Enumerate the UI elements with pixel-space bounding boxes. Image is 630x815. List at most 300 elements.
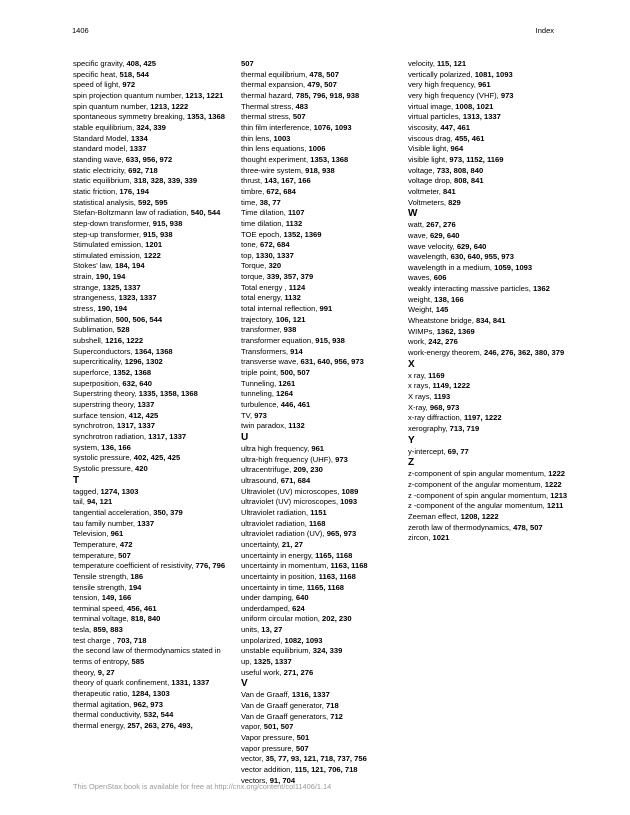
page-references[interactable]: 408, 425 (126, 59, 157, 68)
index-entry (241, 754, 401, 765)
page-references[interactable]: 115, 121 (436, 59, 467, 68)
index-entry (241, 508, 401, 519)
page-references[interactable]: 1169 (428, 370, 445, 380)
index-term: Ultraviolet (UV) microscopes, (241, 486, 342, 496)
index-term: stable equilibrium, (73, 122, 137, 132)
page-references[interactable]: 1323, 1337 (118, 293, 157, 303)
page-references[interactable]: 1163, 1168 (318, 571, 356, 581)
index-entry (241, 455, 401, 466)
index-entry (73, 540, 233, 551)
page-references[interactable]: 1165, 1168 (306, 582, 345, 592)
index-term: Weight, (408, 305, 436, 315)
page-references[interactable]: 1353, 1368 (310, 154, 349, 164)
page-references[interactable]: 1261 (278, 378, 296, 388)
page-references[interactable]: 1107 (288, 208, 305, 218)
index-entry (241, 744, 401, 755)
index-term: transverse wave, (241, 357, 301, 367)
page-references[interactable]: 585 (131, 657, 145, 667)
page-references[interactable]: 1274, 1303 (100, 486, 139, 496)
page-references[interactable]: 1337 (137, 400, 155, 409)
index-term: Transformers, (241, 346, 291, 356)
page-references[interactable]: 915, 938 (143, 229, 173, 239)
page-references[interactable]: 631, 640, 956, 973 (300, 357, 364, 367)
index-term: supercriticality, (73, 357, 125, 367)
page-references[interactable]: 507 (292, 112, 306, 122)
page-references[interactable]: 1165, 1168 (315, 550, 353, 560)
page-references[interactable]: 703, 718 (116, 635, 147, 645)
page-references[interactable]: 962, 973 (133, 699, 163, 709)
index-term: very high frequency, (408, 80, 478, 90)
page-references[interactable]: 209, 230 (293, 465, 323, 475)
page-references[interactable]: 271, 276 (283, 667, 314, 677)
page-references[interactable]: 1197, 1222 (464, 413, 502, 423)
index-entry (241, 540, 401, 551)
page-references[interactable]: 1021 (432, 533, 450, 543)
index-entry (241, 701, 401, 712)
page-references[interactable]: 671, 684 (280, 475, 311, 485)
index-entry (73, 487, 233, 498)
index-entry (73, 411, 233, 422)
page-references[interactable]: 1201 (145, 240, 163, 250)
page-references[interactable]: 402, 425, 425 (133, 453, 181, 463)
index-term: wavelength, (408, 252, 451, 262)
index-letter-heading: Z (408, 457, 415, 469)
page-references[interactable]: 1093 (340, 497, 358, 507)
index-term: up, (241, 657, 254, 667)
page-references[interactable]: 190, 194 (97, 304, 128, 314)
page-references[interactable]: 1325, 1337 (102, 282, 141, 292)
page-references[interactable]: 718 (326, 701, 339, 711)
page-references[interactable]: 1081, 1093 (474, 69, 513, 79)
index-entry (408, 252, 568, 263)
index-entry (73, 721, 233, 732)
page-references[interactable]: 21, 27 (281, 539, 303, 549)
page-references[interactable]: 1334 (130, 133, 148, 143)
index-entry (241, 583, 401, 594)
index-entry (408, 392, 568, 403)
index-term: ultraviolet radiation (UV), (241, 529, 327, 539)
index-term: Stefan-Boltzmann law of radiation, (73, 208, 191, 218)
index-term: synchrotron, (73, 421, 117, 431)
page-references[interactable]: 176, 194 (119, 186, 149, 196)
page-references[interactable]: 629, 640 (456, 241, 487, 251)
page-references[interactable]: 456, 461 (127, 603, 157, 613)
page-references[interactable]: 1163, 1168 (330, 561, 368, 571)
page-references[interactable]: 692, 718 (128, 165, 158, 175)
index-entry (73, 123, 233, 134)
page-references[interactable]: 479, 507 (307, 80, 337, 90)
index-term: virtual image, (408, 101, 456, 111)
page-references[interactable]: 1331, 1337 (171, 678, 210, 688)
page-references[interactable]: 1151 (310, 507, 327, 517)
page-references[interactable]: 106, 121 (275, 314, 306, 324)
index-term: thin lens equations, (241, 144, 309, 154)
page-references[interactable]: 1208, 1222 (460, 511, 499, 521)
page-references[interactable]: 1296, 1302 (124, 357, 163, 367)
page-references[interactable]: 1193 (433, 392, 451, 402)
page-references[interactable]: 973 (335, 454, 348, 464)
page-references[interactable]: 834, 841 (475, 316, 506, 326)
page-references[interactable]: 190, 194 (95, 272, 126, 282)
page-references[interactable]: 420 (135, 463, 148, 473)
page-references[interactable]: 501, 507 (263, 722, 294, 732)
page-references[interactable]: 961 (110, 529, 124, 539)
index-entry (408, 166, 568, 177)
page-references[interactable]: 1364, 1368 (134, 346, 173, 356)
page-references[interactable]: 507 (118, 550, 131, 560)
index-entry (408, 316, 568, 327)
index-entry (73, 198, 233, 209)
index-term: voltage, (408, 165, 437, 175)
page-references[interactable]: 918, 938 (305, 165, 335, 175)
index-term: strangeness, (73, 293, 119, 303)
index-entry (241, 476, 401, 487)
index-term: z -component of spin angular momentum, (408, 490, 551, 500)
index-term: wavelength in a medium, (408, 262, 495, 272)
page-references[interactable]: 592, 595 (138, 197, 168, 207)
page-references[interactable]: 500, 506, 544 (115, 314, 163, 324)
page-references[interactable]: 478, 507 (513, 522, 543, 532)
page-references[interactable]: 938 (283, 325, 297, 335)
index-term: tesla, (73, 625, 94, 635)
index-term: specific heat, (73, 69, 120, 79)
index-term: tangential acceleration, (73, 507, 154, 517)
index-entry (73, 389, 233, 400)
page-references[interactable]: 138, 166 (434, 294, 464, 304)
index-entry (73, 283, 233, 294)
page-references[interactable]: 324, 339 (312, 646, 343, 656)
index-entry (408, 491, 568, 502)
page-references[interactable]: 713, 719 (449, 424, 480, 433)
page-references[interactable]: 1006 (308, 144, 326, 154)
page-references[interactable]: 640 (295, 593, 309, 603)
page-references[interactable]: 1337 (129, 144, 147, 154)
page-references[interactable]: 91, 704 (269, 775, 296, 785)
index-entry (408, 263, 568, 274)
page-references[interactable]: 1352, 1369 (283, 229, 322, 239)
page-references[interactable]: 145 (435, 305, 449, 315)
page-references[interactable]: 633, 956, 972 (125, 154, 173, 164)
index-entry (408, 469, 568, 480)
index-term: uncertainty in time, (241, 582, 307, 592)
page-references[interactable]: 961 (477, 80, 491, 90)
page-references[interactable]: 350, 379 (153, 507, 183, 517)
page-references[interactable]: 1082, 1093 (284, 635, 323, 645)
page-references[interactable]: 1124 (288, 282, 306, 292)
page-references[interactable]: 630, 640, 955, 973 (450, 252, 514, 262)
page-references[interactable]: 1132 (285, 218, 303, 228)
page-references[interactable]: 776, 796 (195, 561, 226, 571)
page-references[interactable]: 412, 425 (128, 410, 159, 420)
index-term: Thermal stress, (241, 101, 296, 111)
index-entry (408, 59, 568, 70)
index-entry (73, 604, 233, 615)
index-entry (73, 208, 233, 219)
index-entry (241, 219, 401, 230)
page-references[interactable]: 1132 (284, 293, 301, 303)
index-term: tau family number, (73, 518, 138, 528)
page-references[interactable]: 1149, 1222 (432, 381, 471, 391)
index-term: therapeutic ratio, (73, 689, 132, 699)
index-entry (241, 765, 401, 776)
page-references[interactable]: 1168 (308, 518, 326, 528)
page-references[interactable]: 1362 (532, 284, 550, 294)
page-references[interactable]: 915, 938 (152, 218, 183, 228)
index-term: strain, (73, 272, 96, 282)
page-references[interactable]: 1362, 1369 (436, 326, 475, 336)
index-term: viscous drag, (408, 133, 455, 143)
page-references[interactable]: 324, 339 (136, 122, 166, 132)
index-term: unstable equilibrium, (241, 646, 313, 656)
page-references[interactable]: 447, 461 (440, 122, 470, 132)
index-entry (73, 464, 233, 475)
page-references[interactable]: 507 (295, 743, 309, 753)
page-references[interactable]: 1076, 1093 (313, 122, 352, 132)
index-entry (241, 347, 401, 358)
index-term: Time dilation, (241, 208, 288, 218)
index-term: wave, (408, 230, 430, 240)
page-references[interactable]: 1330, 1337 (255, 250, 294, 260)
index-term: Tensile strength, (73, 571, 131, 581)
index-entry (73, 368, 233, 379)
page-references[interactable]: 629, 640 (429, 230, 460, 240)
page-references[interactable]: 267, 276 (426, 220, 456, 230)
page-references[interactable]: 446, 461 (280, 400, 311, 409)
page-references[interactable]: 1216, 1222 (105, 336, 144, 346)
page-references[interactable]: 624 (292, 603, 305, 613)
index-term: temperature coefficient of resistivity, (73, 561, 196, 571)
index-term: ultraviolet (UV) microscopes, (241, 497, 341, 507)
index-term: standard model, (73, 144, 130, 154)
index-term: thermal equilibrium, (241, 69, 310, 79)
index-term: theory, (73, 667, 98, 677)
page-references[interactable]: 1213, 1221 (185, 90, 224, 100)
index-entry (408, 70, 568, 81)
index-entry (241, 293, 401, 304)
index-term: the second law of thermodynamics stated in terms of entropy, (73, 646, 221, 667)
index-term: Vapor pressure, (241, 733, 297, 743)
index-entry (408, 80, 568, 91)
page-references[interactable]: 528 (116, 325, 130, 335)
page-references[interactable]: 733, 808, 840 (436, 165, 484, 175)
page-references[interactable]: 38, 77 (259, 197, 281, 207)
page-references[interactable]: 972 (122, 80, 136, 90)
index-term: spin projection quantum number, (73, 90, 186, 100)
page-references[interactable]: 961 (311, 443, 325, 453)
page-references[interactable]: 257, 263, 276, 493, (127, 721, 193, 731)
index-term: three-wire system, (241, 165, 306, 175)
page-references[interactable]: 455, 461 (454, 133, 485, 143)
page-references[interactable]: 532, 544 (143, 710, 174, 720)
page-references[interactable]: 968, 973 (429, 402, 460, 412)
index-entry (241, 411, 401, 422)
index-term: Sublimation, (73, 325, 117, 335)
index-entry (241, 91, 401, 102)
index-entry (73, 144, 233, 155)
index-term: static friction, (73, 186, 120, 196)
page-references[interactable]: 973 (500, 90, 514, 100)
page-references[interactable]: 339, 357, 379 (266, 272, 314, 282)
page-references[interactable]: 1213, 1222 (150, 101, 189, 111)
index-term: x-ray diffraction, (408, 413, 464, 423)
index-entry (241, 187, 401, 198)
page-references[interactable]: 1222 (544, 479, 562, 489)
page-references[interactable]: 973 (254, 410, 267, 420)
page-references[interactable]: 186 (130, 571, 144, 581)
page-references[interactable]: 1313, 1337 (462, 112, 501, 122)
page-references[interactable]: 1008, 1021 (455, 101, 494, 111)
index-term: total internal reflection, (241, 304, 320, 314)
index-entry (241, 134, 401, 145)
page-references[interactable]: 184, 194 (114, 261, 145, 271)
page-references[interactable]: 202, 230 (322, 614, 352, 624)
page-references[interactable]: 1089 (341, 486, 359, 496)
page-references[interactable]: 143, 167, 166 (264, 176, 311, 186)
index-entry (241, 325, 401, 336)
index-entry (241, 529, 401, 540)
index-entry (73, 551, 233, 562)
index-term: terminal speed, (73, 603, 128, 613)
page-references[interactable]: 1317, 1337 (148, 431, 187, 441)
page-references[interactable]: 1264 (276, 389, 293, 399)
page-references[interactable]: 915, 938 (315, 336, 345, 346)
index-letter-heading: Y (408, 434, 415, 446)
page-references[interactable]: 507 (241, 59, 254, 68)
index-term: transformer, (241, 325, 284, 335)
index-term: WIMPs, (408, 326, 437, 336)
page-references[interactable]: 1353, 1368 (186, 112, 225, 122)
index-term: synchrotron radiation, (73, 431, 149, 441)
index-entry (408, 155, 568, 166)
page-references[interactable]: 1317, 1337 (116, 421, 155, 431)
index-term: transformer equation, (241, 336, 316, 346)
page-references[interactable]: 1337 (137, 518, 155, 528)
page-references[interactable]: 914 (290, 346, 303, 356)
index-term: zircon, (408, 533, 433, 543)
page-references[interactable]: 478, 507 (309, 69, 339, 79)
page-references[interactable]: 818, 840 (130, 614, 161, 624)
index-term: specific gravity, (73, 59, 127, 68)
page-references[interactable]: 991 (319, 304, 333, 314)
index-term: system, (73, 442, 102, 452)
index-term: uniform circular motion, (241, 614, 323, 624)
page-references[interactable]: 1352, 1368 (113, 368, 152, 378)
page-references[interactable]: 9, 27 (97, 667, 115, 677)
page-references[interactable]: 1284, 1303 (131, 689, 170, 699)
page-references[interactable]: 472 (119, 539, 133, 549)
index-entry (408, 242, 568, 253)
index-entry (73, 336, 233, 347)
index-term: thermal energy, (73, 721, 128, 731)
index-entry (241, 272, 401, 283)
page-references[interactable]: 194 (128, 582, 142, 592)
page-references[interactable]: 1222 (143, 250, 161, 260)
index-letter-heading: V (241, 678, 248, 690)
index-entry (73, 357, 233, 368)
page-references[interactable]: 540, 544 (190, 208, 221, 218)
index-entry (73, 529, 233, 540)
index-entry (408, 523, 568, 534)
page-references[interactable]: 973, 1152, 1169 (449, 154, 504, 164)
index-entry (73, 112, 233, 123)
page-references[interactable]: 808, 841 (454, 176, 484, 186)
index-entry (408, 102, 568, 113)
page-references[interactable]: 1132 (288, 421, 305, 431)
page-references[interactable]: 115, 121, 706, 718 (294, 765, 358, 774)
page-references[interactable]: 318, 328, 339, 339 (133, 176, 198, 186)
index-entry (73, 678, 233, 689)
page-references[interactable]: 859, 883 (93, 625, 123, 635)
page-references[interactable]: 136, 166 (101, 442, 131, 452)
index-term: ultrasound, (241, 475, 281, 485)
index-entry (73, 614, 233, 625)
index-entry (241, 123, 401, 134)
index-term: time, (241, 197, 260, 207)
index-entry (73, 379, 233, 390)
index-term: Systolic pressure, (73, 463, 136, 473)
page-references[interactable]: 712 (330, 711, 343, 721)
page-references[interactable]: 1211 (546, 501, 564, 511)
index-term: thought experiment, (241, 154, 311, 164)
page-references[interactable]: 1003 (273, 133, 291, 143)
page-references[interactable]: 1316, 1337 (291, 690, 330, 700)
page-references[interactable]: 672, 684 (266, 186, 296, 196)
index-term: underdamped, (241, 603, 293, 613)
index-term: superstring theory, (73, 400, 138, 409)
index-term: vector addition, (241, 765, 295, 774)
index-entry (73, 59, 233, 70)
index-column-1 (73, 59, 233, 732)
index-term: z-component of the angular momentum, (408, 479, 545, 489)
index-entry (73, 561, 233, 572)
page-references[interactable]: 69, 77 (447, 446, 469, 456)
page-references[interactable]: 1325, 1337 (253, 657, 292, 667)
page-references[interactable]: 606 (433, 273, 447, 283)
page-references[interactable]: 964 (450, 144, 464, 154)
index-entry (73, 240, 233, 251)
page-references[interactable]: 246, 276, 362, 380, 379 (483, 348, 565, 358)
page-references[interactable]: 13, 27 (261, 625, 283, 635)
index-entry (408, 533, 568, 544)
index-entry (408, 403, 568, 414)
page-references[interactable]: 632, 640 (122, 378, 152, 388)
page-references[interactable]: 672, 684 (260, 240, 290, 250)
page-references[interactable]: 965, 973 (326, 529, 357, 539)
page-references[interactable]: 94, 121 (86, 497, 113, 507)
page-references[interactable]: 320 (268, 261, 282, 271)
page-references[interactable]: 1222 (548, 469, 566, 479)
index-term: twin paradox, (241, 421, 289, 431)
page-references[interactable]: 841 (443, 186, 456, 196)
index-term: timbre, (241, 186, 267, 196)
page-references[interactable]: 518, 544 (119, 69, 149, 79)
page-references[interactable]: 829 (448, 197, 461, 207)
page-references[interactable]: 500, 507 (280, 368, 310, 378)
page-references[interactable]: 501 (296, 733, 310, 743)
index-term: thin film interference, (241, 122, 314, 132)
page-references[interactable]: 1059, 1093 (494, 262, 533, 272)
page-references[interactable]: 785, 796, 918, 938 (295, 90, 360, 100)
page-references[interactable]: 483 (295, 101, 309, 111)
page-references[interactable]: 35, 77, 93, 121, 718, 737, 756 (265, 754, 367, 764)
index-term: subshell, (73, 336, 106, 346)
page-references[interactable]: 1335, 1358, 1368 (138, 389, 198, 399)
page-references[interactable]: 1213 (550, 490, 568, 500)
page-references[interactable]: 242, 276 (428, 337, 458, 347)
index-term: units, (241, 625, 262, 635)
page-references[interactable]: 149, 166 (101, 593, 132, 603)
index-entry (241, 251, 401, 262)
